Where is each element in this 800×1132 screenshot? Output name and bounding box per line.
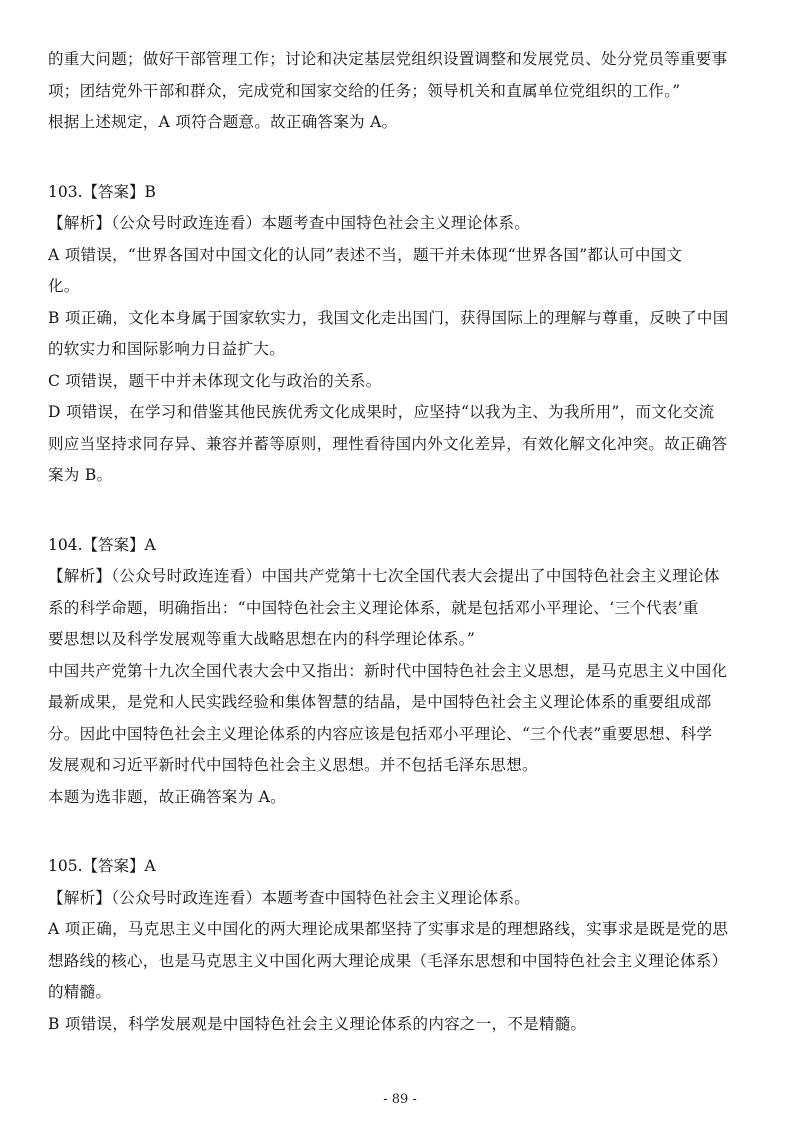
text-line: 化。 [48, 277, 80, 295]
text-line: 中国共产党第十九次全国代表大会中又指出：新时代中国特色社会主义思想，是马克思主义中国化 [48, 661, 728, 680]
text-line: B 项错误，科学发展观是中国特色社会主义理论体系的内容之一，不是精髓。 [48, 1014, 587, 1033]
page-number: - 89 - [383, 1092, 417, 1107]
text-line: A 项正确，马克思主义中国化的两大理论成果都坚持了实事求是的理想路线，实事求是既是党的思 [48, 920, 729, 938]
text-line: 根据上述规定，A 项符合题意。故正确答案为 A。 [48, 113, 398, 131]
text-line: 的精髓。 [48, 983, 112, 1001]
text-line: 要思想以及科学发展观等重大战略思想在内的科学理论体系。” [48, 630, 476, 648]
text-line: 则应当坚持求同存异、兼容并蓄等原则，理性看待国内外文化差异，有效化解文化冲突。故正确答 [48, 434, 728, 453]
text-line: 最新成果，是党和人民实践经验和集体智慧的结晶，是中国特色社会主义理论体系的重要组成部 [48, 693, 712, 711]
text-line: 项；团结党外干部和群众，完成党和国家交给的任务；领导机关和直属单位党组织的工作。” [48, 81, 681, 100]
text-line: 【解析】（公众号时政连连看）本题考查中国特色社会主义理论体系。 [48, 888, 531, 907]
answer-heading: 104.【答案】A [48, 535, 156, 554]
answer-104-section [48, 530, 758, 814]
answer-heading: 103.【答案】B [48, 182, 156, 201]
text-line: 分。因此中国特色社会主义理论体系的内容应该是包括邓小平理论、“三个代表”重要思想、科学 [48, 724, 713, 743]
intro-section [48, 44, 758, 139]
answer-103-section [48, 177, 758, 492]
text-line: C 项错误，题干中并未体现文化与政治的关系。 [48, 371, 382, 390]
text-line: 发展观和习近平新时代中国特色社会主义思想。并不包括毛泽东思想。 [48, 756, 538, 774]
document-page [48, 44, 758, 1040]
answer-105-section [48, 851, 758, 1040]
text-line: A 项错误，“世界各国对中国文化的认同”表述不当，题干并未体现“世界各国”都认可中国文 [48, 245, 683, 264]
text-line: B 项正确，文化本身属于国家软实力，我国文化走出国门，获得国际上的理解与尊重，反映了中国 [48, 308, 729, 327]
text-line: 【解析】（公众号时政连连看）本题考查中国特色社会主义理论体系。 [48, 214, 531, 232]
text-line: 案为 B。 [48, 466, 113, 484]
text-line: 本题为选非题，故正确答案为 A。 [48, 787, 286, 806]
text-line: 【解析】（公众号时政连连看）中国共产党第十七次全国代表大会提出了中国特色社会主义理论体 [48, 567, 720, 585]
text-line: 的重大问题；做好干部管理工作；讨论和决定基层党组织设置调整和发展党员、处分党员等重要事 [48, 50, 728, 68]
text-line: 的软实力和国际影响力日益扩大。 [48, 340, 286, 358]
answer-heading: 105.【答案】A [48, 857, 156, 875]
text-line: 想路线的核心，也是马克思主义中国化两大理论成果（毛泽东思想和中国特色社会主义理论体系） [48, 951, 728, 970]
text-line: 系的科学命题，明确指出：“中国特色社会主义理论体系，就是包括邓小平理论、‘三个代表’重 [48, 598, 699, 617]
text-line: D 项错误，在学习和借鉴其他民族优秀文化成果时，应坚持“以我为主、为我所用”，而文化交流 [48, 403, 715, 421]
